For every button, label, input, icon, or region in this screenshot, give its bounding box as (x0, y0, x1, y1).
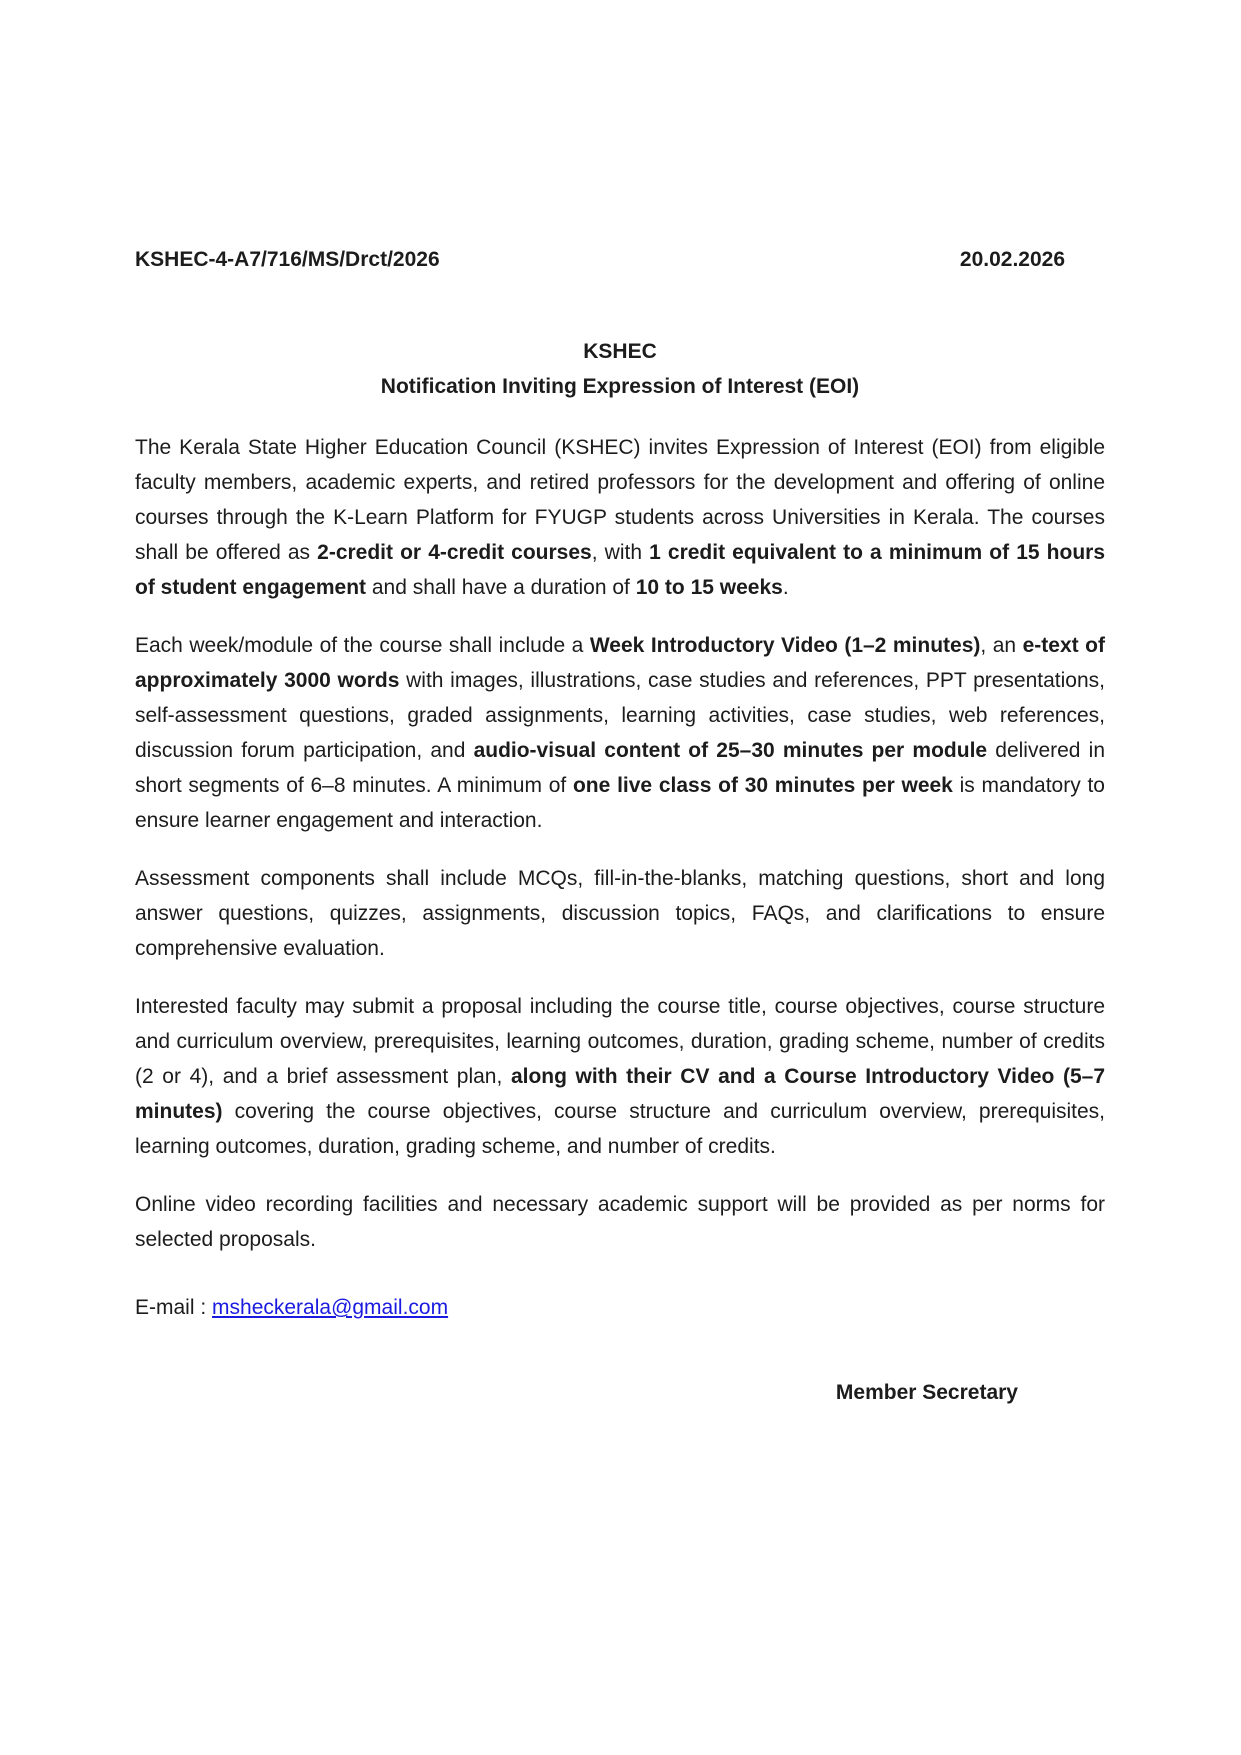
text-run: . (782, 576, 789, 599)
text-run: Online video recording facilities and necessary academic support will be provided as per norms for selected proposals. (135, 1193, 1105, 1251)
bold-run: Week Introductory Video (1–2 minutes) (589, 634, 981, 657)
paragraph (135, 430, 1105, 605)
text-run: is mandatory to ensure learner engagement and interaction. (135, 774, 1105, 832)
bold-run: 10 to 15 weeks (635, 576, 783, 599)
org-title: KSHEC (583, 340, 657, 363)
bold-run: along with their CV and a Course Introductory Video (5–7 minutes) (135, 1065, 1105, 1123)
notification-title: Notification Inviting Expression of Interest (EOI) (380, 375, 860, 398)
paragraph (135, 861, 1105, 966)
email-line (135, 1290, 1105, 1325)
bold-run: e-text of approximately 3000 words (135, 634, 1105, 692)
bold-run: audio-visual content of 25–30 minutes per module (473, 739, 988, 762)
bold-run: 2-credit or 4-credit courses (317, 541, 592, 564)
text-run: covering the course objectives, course structure and curriculum overview, prerequisites, learning outcomes, duration, grading scheme, and number of credits. (135, 1100, 1105, 1158)
document-header (135, 248, 1105, 272)
document-date: 20.02.2026 (959, 248, 1065, 271)
paragraph (135, 989, 1105, 1164)
text-run: , an (980, 634, 1023, 657)
email-label: E-mail : (135, 1296, 213, 1319)
text-run: The Kerala State Higher Education Council (KSHEC) invites Expression of Interest (EOI) from eligible faculty members, academic experts, and retired professors for the development and offering of online courses through the K-Learn Platform for FYUGP students across Universities in Kerala. The courses shall be offered as (135, 436, 1105, 564)
text-run: and shall have a duration of (366, 576, 636, 599)
text-run: Interested faculty may submit a proposal including the course title, course objectives, course structure and curriculum overview, prerequisites, learning outcomes, duration, grading scheme, number of credits (2 or 4), and a brief assessment plan, (135, 995, 1105, 1088)
title-block (135, 334, 1105, 404)
paragraph (135, 628, 1105, 838)
paragraph (135, 1187, 1105, 1257)
bold-run: one live class of 30 minutes per week (572, 774, 953, 797)
reference-number: KSHEC-4-A7/716/MS/Drct/2026 (135, 248, 440, 271)
text-run: , with (591, 541, 650, 564)
text-run: Assessment components shall include MCQs, fill-in-the-blanks, matching questions, short and long answer questions, quizzes, assignments, discussion topics, FAQs, and clarifications to ensure comprehensive evaluation. (135, 867, 1105, 960)
text-run: Each week/module of the course shall include a (135, 634, 590, 657)
text-run: delivered in short segments of 6–8 minutes. A minimum of (135, 739, 1106, 797)
email-link[interactable]: msheckerala@gmail.com (212, 1296, 449, 1319)
document-body (135, 430, 1105, 1257)
signature: Member Secretary (835, 1381, 1018, 1404)
bold-run: 1 credit equivalent to a minimum of 15 hours of student engagement (135, 541, 1105, 599)
text-run: with images, illustrations, case studies and references, PPT presentations, self-assessment questions, graded assignments, learning activities, case studies, web references, discussion forum participation, and (135, 669, 1105, 762)
